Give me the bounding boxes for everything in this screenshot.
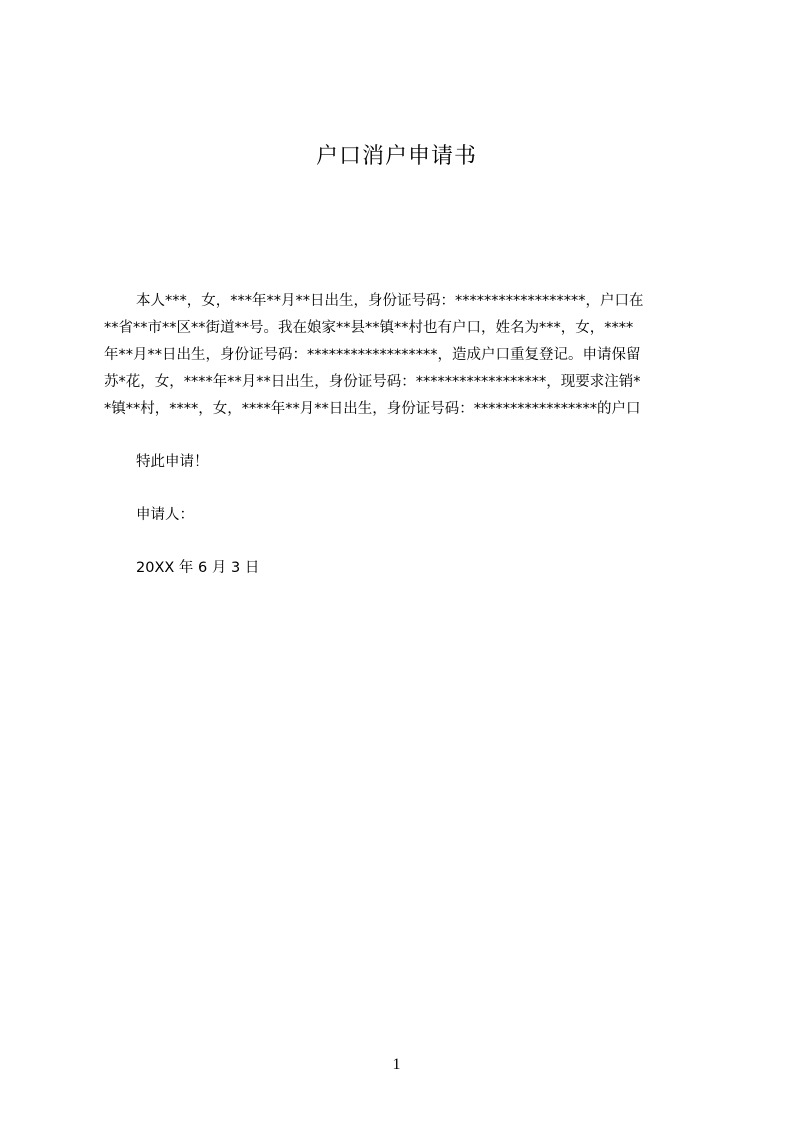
document-date: 20XX 年 6 月 3 日: [136, 560, 260, 576]
body-paragraph: [104, 288, 698, 423]
body-line-1: 本人***，女，***年**月**日出生，身份证号码：******************，户口在: [136, 293, 644, 309]
body-line-3: 年**月**日出生，身份证号码：******************，造成户口重复登记。申请保留: [104, 347, 641, 363]
body-line-2: **省**市**区**街道**号。我在娘家**县**镇**村也有户口，姓名为***，女，****: [104, 320, 634, 336]
closing-statement: 特此申请！: [136, 454, 209, 470]
body-line-4: 苏*花，女，****年**月**日出生，身份证号码：******************，现要求注销*: [104, 374, 641, 390]
document-title: 户口消户申请书: [315, 144, 477, 169]
body-line-5: *镇**村，****，女，****年**月**日出生，身份证号码：*****************的户口: [104, 401, 641, 417]
applicant-label: 申请人：: [136, 507, 194, 523]
page-number: 1: [392, 1056, 401, 1073]
